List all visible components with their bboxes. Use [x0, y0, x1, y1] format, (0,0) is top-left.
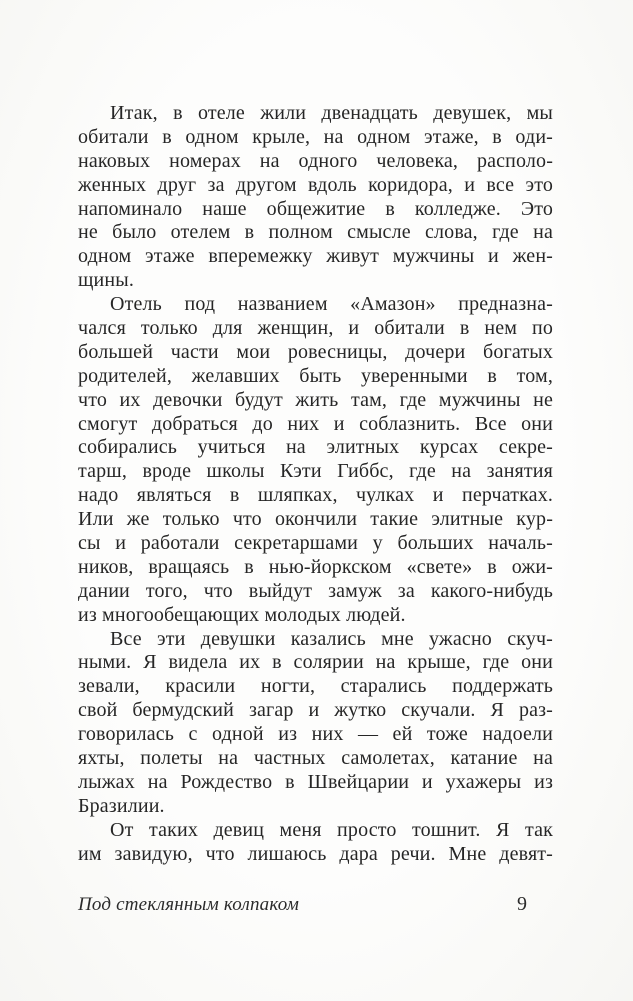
text-line: не было отелем в полном смысле слова, где на: [78, 221, 553, 244]
text-line: дании того, что выйдут замуж за какого-нибудь: [78, 579, 553, 602]
paragraph: [78, 293, 553, 627]
text-line: говорилась с одной из них — ей тоже надоели: [78, 723, 553, 746]
text-line: одном этаже вперемежку живут мужчины и жен-: [78, 245, 553, 268]
paragraph: [78, 102, 553, 293]
text-line: Отель под названием «Амазон» предназна-: [110, 293, 553, 316]
text-line: тарш, вроде школы Кэти Гиббс, где на занятия: [78, 460, 553, 483]
text-line: наковых номерах на одного человека, располо-: [78, 149, 553, 172]
text-body: [78, 102, 553, 867]
text-line: Или же только что окончили такие элитные кур-: [78, 508, 553, 531]
text-line: Итак, в отеле жили двенадцать девушек, мы: [110, 102, 553, 124]
text-line: женных друг за другом вдоль коридора, и все это: [78, 173, 553, 196]
text-line: От таких девиц меня просто тошнит. Я так: [110, 818, 553, 841]
text-line: свой бермудский загар и жутко скучали. Я раз-: [78, 699, 553, 722]
text-line: родителей, желавших быть уверенными в том,: [78, 364, 553, 387]
text-line: обитали в одном крыле, на одном этаже, в оди-: [78, 125, 553, 148]
text-line: яхты, полеты на частных самолетах, катание на: [78, 747, 553, 770]
text-line: надо являться в шляпках, чулках и перчатках.: [78, 484, 553, 507]
text-line: собирались учиться на элитных курсах секре-: [78, 436, 553, 459]
paragraph: [78, 819, 553, 867]
page-number: 9: [517, 893, 527, 915]
text-line: щины.: [78, 269, 134, 292]
text-line: смогут добраться до них и соблазнить. Все они: [78, 412, 553, 435]
text-line: Все эти девушки казались мне ужасно скуч-: [110, 627, 553, 650]
text-line: из многообещающих молодых людей.: [78, 603, 406, 626]
text-line: напоминало наше общежитие в колледже. Это: [78, 197, 553, 220]
text-line: чался только для женщин, и обитали в нем по: [78, 317, 553, 340]
text-line: что их девочки будут жить там, где мужчины не: [78, 388, 553, 411]
text-line: им завидую, что лишаюсь дара речи. Мне девят-: [78, 842, 553, 865]
text-line: лыжах на Рождество в Швейцарии и ухажеры из: [78, 770, 553, 793]
paragraph: [78, 628, 553, 819]
text-line: ными. Я видела их в солярии на крыше, где они: [78, 651, 553, 674]
running-title: Под стеклянным колпаком: [78, 894, 300, 915]
text-line: Бразилии.: [78, 794, 165, 817]
text-line: сы и работали секретаршами у больших началь-: [78, 532, 553, 555]
text-line: зевали, красили ногти, старались поддержать: [78, 675, 553, 698]
text-line: ников, вращаясь в нью-йоркском «свете» в ожи-: [78, 555, 553, 578]
page-footer: [78, 893, 527, 916]
text-line: большей части мои ровесницы, дочери богатых: [78, 340, 553, 363]
